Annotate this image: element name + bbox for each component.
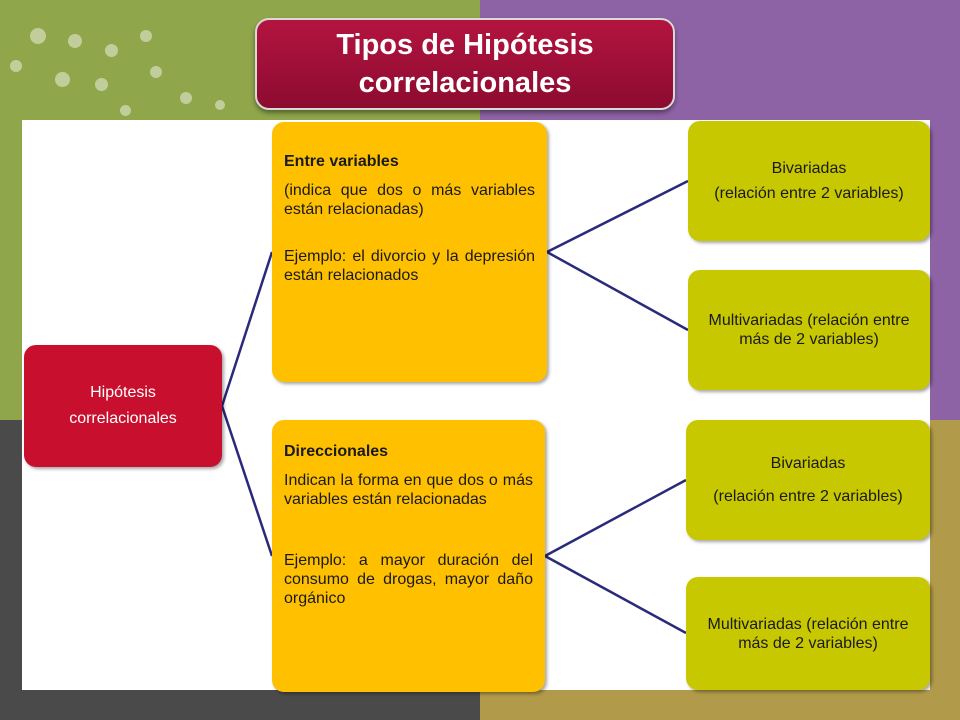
leaf-multivariadas-2-text: Multivariadas (relación entre más de 2 variables): [707, 615, 909, 652]
connector-direccionales-to-multivariadas: [545, 556, 686, 633]
connector-root-to-entre-variables: [222, 252, 272, 406]
node-direccionales: [272, 420, 545, 692]
leaf-bivariadas-1-title: Bivariadas: [771, 160, 847, 177]
connector-direccionales-to-bivariadas: [545, 480, 686, 556]
slide-title-text: Tipos de Hipótesis correlacionales: [336, 29, 594, 99]
leaf-bivariadas-2-title: Bivariadas: [770, 455, 846, 472]
node-direccionales-example: Ejemplo: a mayor duración del consumo de drogas, mayor daño orgánico: [284, 552, 533, 607]
leaf-multivariadas-2: [686, 577, 930, 690]
root-node-line1: Hipótesis: [90, 384, 156, 401]
node-direccionales-heading: Direccionales: [284, 443, 389, 460]
leaf-bivariadas-2: [686, 420, 930, 540]
leaf-multivariadas-1-text: Multivariadas (relación entre más de 2 variables): [708, 312, 910, 348]
connector-root-to-direccionales: [222, 406, 272, 556]
node-entre-variables-heading: Entre variables: [284, 153, 399, 170]
root-node-line2: correlacionales: [69, 410, 177, 427]
leaf-multivariadas-1: [688, 270, 930, 390]
leaf-bivariadas-2-detail: (relación entre 2 variables): [713, 488, 903, 505]
root-node-hipotesis-correlacionales: [24, 345, 222, 467]
connector-entre-to-multivariadas: [547, 252, 688, 330]
connector-entre-to-bivariadas: [547, 181, 688, 252]
node-entre-variables: [272, 122, 547, 382]
leaf-bivariadas-1: [688, 121, 930, 241]
node-entre-variables-definition: (indica que dos o más variables están relacionadas): [284, 182, 535, 218]
leaf-bivariadas-1-detail: (relación entre 2 variables): [714, 185, 904, 202]
node-direccionales-definition: Indican la forma en que dos o más variables están relacionadas: [284, 472, 533, 508]
node-entre-variables-example: Ejemplo: el divorcio y la depresión están relacionados: [284, 248, 535, 284]
